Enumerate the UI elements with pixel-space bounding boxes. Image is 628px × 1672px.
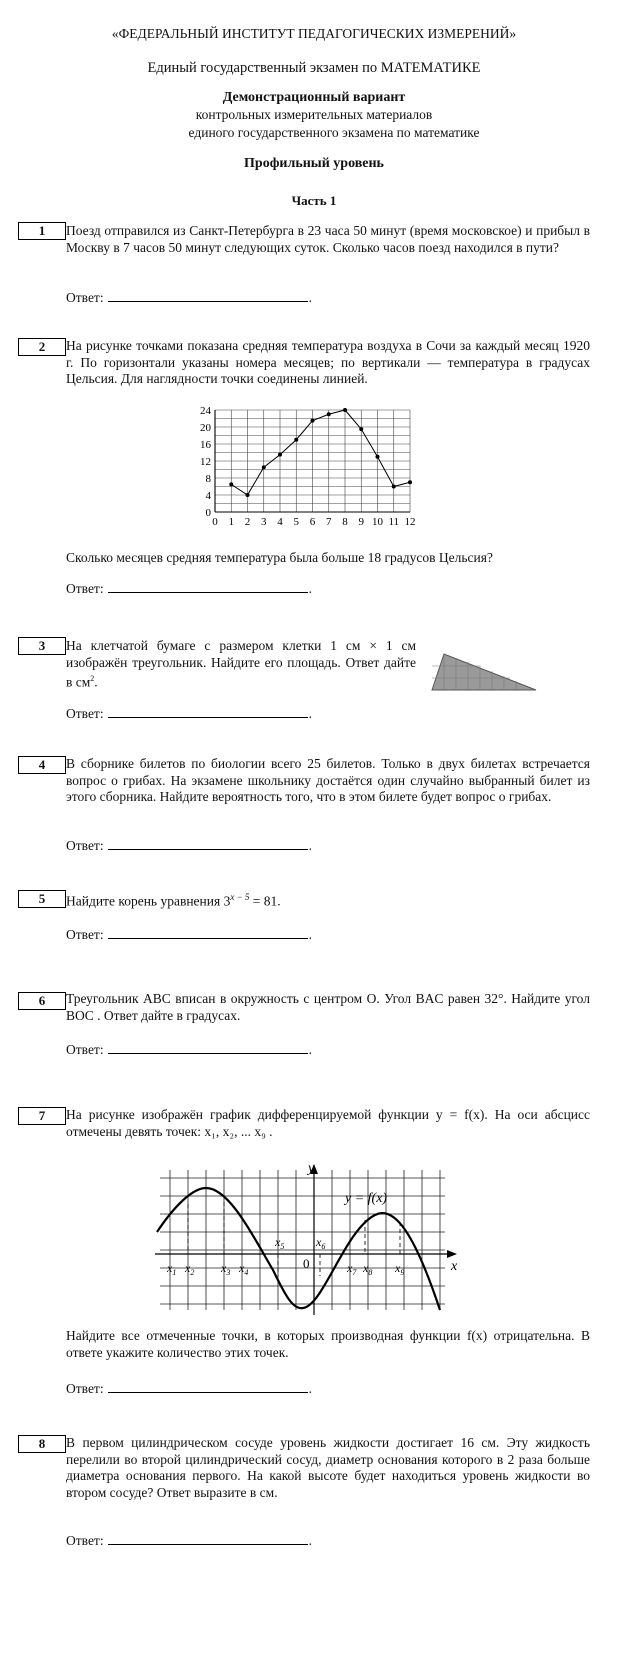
task-number: 4 <box>18 756 66 774</box>
task-text: В первом цилиндрическом сосуде уровень жидкости достигает 16 см. Эту жидкость перелили во второй цилиндрический сосуд, диаметр основания которого в 2 раза больше диаметра основания первого. На какой высоте будет находиться уровень жидкости во втором сосуде? Ответ выразите в см. <box>66 1435 590 1500</box>
x-tick-label: 2 <box>244 516 251 528</box>
answer-field[interactable]: Ответ: . <box>66 927 312 942</box>
data-point <box>294 438 298 442</box>
task-number: 7 <box>18 1107 66 1125</box>
answer-line[interactable] <box>108 1041 308 1054</box>
part-title: Часть 1 <box>291 193 337 208</box>
point-x7: $x_7$ <box>347 1261 357 1277</box>
point-x5: $x_5$ <box>275 1235 285 1251</box>
point-x9: $x_9$ <box>395 1261 405 1277</box>
data-point <box>229 482 233 486</box>
data-point <box>408 480 412 484</box>
answer-field[interactable]: Ответ: . <box>66 290 312 305</box>
y-tick-label: 8 <box>205 473 211 485</box>
y-tick-label: 24 <box>200 405 211 417</box>
x-tick-label: 0 <box>212 516 218 528</box>
task-number: 6 <box>18 992 66 1010</box>
point-x8: $x_8$ <box>363 1261 373 1277</box>
x-tick-label: 10 <box>372 516 383 528</box>
answer-label: Ответ: <box>66 581 104 596</box>
x-tick-label: 3 <box>261 516 267 528</box>
data-point <box>327 412 331 416</box>
origin-label: 0 <box>303 1256 310 1271</box>
answer-label: Ответ: <box>66 290 104 305</box>
task-number: 5 <box>18 890 66 908</box>
data-point <box>278 453 282 457</box>
task-text: На рисунке точками показана средняя температура воздуха в Сочи за каждый месяц 1920 г. По горизонтали указаны номера месяцев; по вертикали — температура в градусах Цельсия. Для наглядности точки соединены линией. <box>66 338 590 386</box>
exam-title: Единый государственный экзамен по МАТЕМАТИКЕ <box>147 60 481 76</box>
function-graph <box>155 1160 465 1320</box>
function-label: y = f(x) <box>345 1191 388 1206</box>
answer-line[interactable] <box>108 705 308 718</box>
institute-title: «ФЕДЕРАЛЬНЫЙ ИНСТИТУТ ПЕДАГОГИЧЕСКИХ ИЗМЕРЕНИЙ» <box>111 26 517 41</box>
y-tick-label: 16 <box>200 439 211 451</box>
answer-line[interactable] <box>108 1532 308 1545</box>
x-tick-label: 6 <box>309 516 316 528</box>
variant-title: Демонстрационный вариант <box>222 90 406 105</box>
task-number: 1 <box>18 222 66 240</box>
answer-label: Ответ: <box>66 838 104 853</box>
answer-line[interactable] <box>108 1380 308 1393</box>
data-point <box>262 465 266 469</box>
answer-field[interactable]: Ответ: . <box>66 838 312 853</box>
triangle-figure <box>430 652 540 694</box>
variant-subtitle-2: единого государственного экзамена по математике <box>188 125 480 140</box>
data-point <box>359 427 363 431</box>
x-tick-label: 12 <box>404 516 416 528</box>
task-question: Сколько месяцев средняя температура была больше 18 градусов Цельсия? <box>66 550 493 565</box>
x-tick-label: 11 <box>388 516 400 528</box>
point-x6: $x_6$ <box>316 1235 326 1251</box>
answer-field[interactable]: Ответ: . <box>66 706 312 721</box>
answer-field[interactable]: Ответ: . <box>66 1533 312 1548</box>
data-point <box>392 485 396 489</box>
data-point <box>343 408 347 412</box>
y-tick-label: 4 <box>205 490 211 502</box>
answer-field[interactable]: Ответ: . <box>66 581 312 596</box>
answer-label: Ответ: <box>66 927 104 942</box>
x-tick-label: 4 <box>277 516 283 528</box>
answer-field[interactable]: Ответ: . <box>66 1381 312 1396</box>
point-x2: $x_2$ <box>185 1261 195 1277</box>
answer-line[interactable] <box>108 837 308 850</box>
answer-label: Ответ: <box>66 1533 104 1548</box>
level-title: Профильный уровень <box>244 156 384 171</box>
x-tick-label: 5 <box>293 516 299 528</box>
task-number: 2 <box>18 338 66 356</box>
task-text: Треугольник ABC вписан в окружность с центром O. Угол BAC равен 32°. Найдите угол BOC . Ответ дайте в градусах. <box>66 991 590 1023</box>
task-text: На клетчатой бумаге с размером клетки 1 см × 1 см изображён треугольник. Найдите его площадь. Ответ дайте в $см^2$. <box>66 638 416 690</box>
variant-subtitle-1: контрольных измерительных материалов <box>195 107 433 122</box>
answer-line[interactable] <box>108 580 308 593</box>
temperature-chart <box>200 400 425 535</box>
task-number: 8 <box>18 1435 66 1453</box>
y-tick-label: 20 <box>200 422 211 434</box>
answer-line[interactable] <box>108 289 308 302</box>
task-number: 3 <box>18 637 66 655</box>
task-text: В сборнике билетов по биологии всего 25 билетов. Только в двух билетах встречается вопрос о грибах. На экзамене школьнику достаётся один случайно выбранный билет из этого сборника. Найдите вероятность того, что в этом билете будет вопрос о грибах. <box>66 756 590 804</box>
point-x1: $x_1$ <box>167 1261 177 1277</box>
y-tick-label: 12 <box>200 456 211 468</box>
x-tick-label: 9 <box>358 516 364 528</box>
answer-field[interactable]: Ответ: . <box>66 1042 312 1057</box>
task-text: На рисунке изображён график дифференцируемой функции y = f(x). На оси абсцисс отмечены девять точек: x₁, x₂, ... x₉ . <box>66 1107 590 1139</box>
answer-label: Ответ: <box>66 1042 104 1057</box>
task-question: Найдите все отмеченные точки, в которых производная функции f(x) отрицательна. В ответе укажите количество этих точек. <box>66 1328 590 1360</box>
data-point <box>311 419 315 423</box>
point-x4: $x_4$ <box>239 1261 249 1277</box>
x-axis-label: x <box>451 1259 458 1274</box>
answer-label: Ответ: <box>66 706 104 721</box>
x-tick-label: 7 <box>326 516 332 528</box>
y-tick-label: 0 <box>205 507 211 519</box>
x-tick-label: 1 <box>228 516 234 528</box>
data-point <box>376 455 380 459</box>
answer-label: Ответ: <box>66 1381 104 1396</box>
answer-line[interactable] <box>108 926 308 939</box>
y-axis-label: y <box>308 1161 315 1176</box>
task-text: Найдите корень уравнения $3^{x - 5} = 81$. <box>66 892 281 909</box>
task-text: Поезд отправился из Санкт-Петербурга в 23 часа 50 минут (время московское) и прибыл в Москву в 7 часов 50 минут следующих суток. Сколько часов поезд находился в пути? <box>66 223 590 255</box>
data-point <box>246 493 250 497</box>
point-x3: $x_3$ <box>221 1261 231 1277</box>
x-tick-label: 8 <box>342 516 348 528</box>
